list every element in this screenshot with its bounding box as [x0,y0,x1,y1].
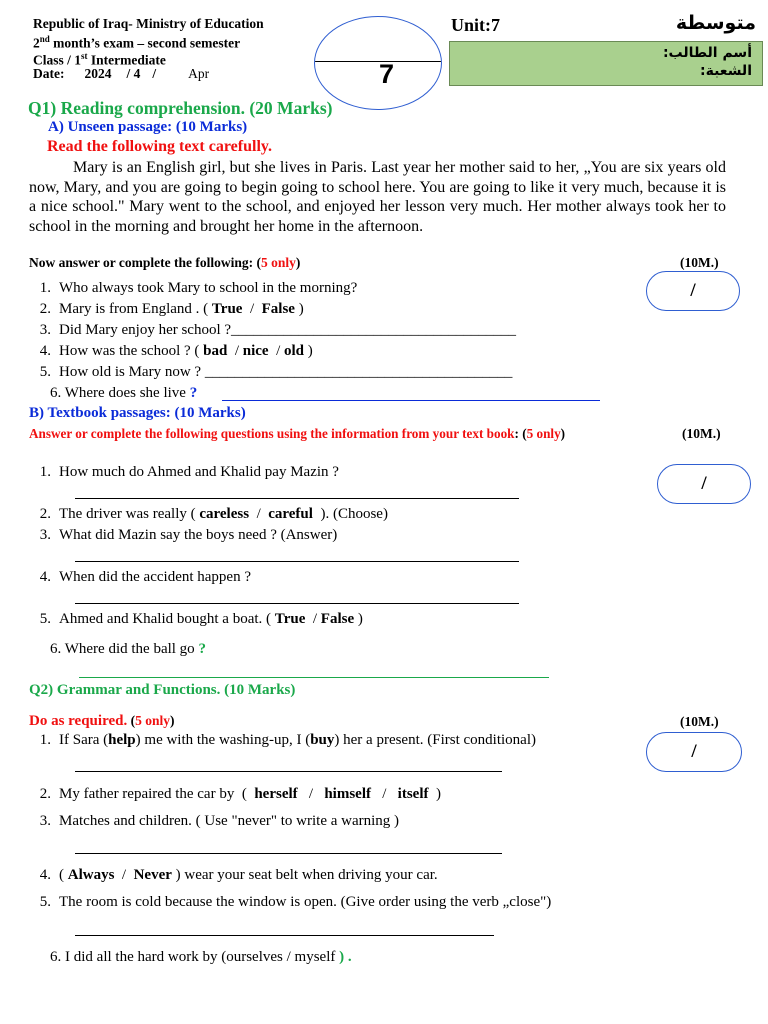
section-label: الشعبة: [699,63,752,79]
question-item: 1. If Sara (help) me with the washing-up, I (buy) her a present. (First conditional) [39,732,536,748]
reading-passage: Mary is an English girl, but she lives in Paris. Last year her mother said to her, „You are six years old now, Mary, and you are going to begin going to school here. You are going to like it very much, because it is a nice school." Mary went to the school, and enjoyed her lesson very much. Her mother always took her to school in the morning and brought her home in the afternoon. [29,159,726,235]
question-item: 1. How much do Ahmed and Khalid pay Mazin ? [39,464,339,480]
question-item: 5. The room is cold because the window is open. (Give order using the verb „close") [39,894,552,910]
marks-label: (10M.) [680,714,719,729]
part-b-title: B) Textbook passages: (10 Marks) [29,405,246,421]
student-name-label: أسم الطالب: [662,45,752,61]
do-as-required: Do as required. (5 only) [29,713,175,729]
part-a-title: A) Unseen passage: (10 Marks) [48,119,248,135]
question-item: 1. Who always took Mary to school in the morning? [39,280,358,296]
marks-label: (10M.) [682,426,721,441]
answer-line [75,603,519,604]
answer-line [222,400,600,401]
read-instruction: Read the following text carefully. [47,138,273,155]
q1-title: Q1) Reading comprehension. (20 Marks) [28,98,333,118]
question-item: 2. My father repaired the car by ( herself / himself / itself ) [39,786,441,802]
marks-label: (10M.) [680,255,719,270]
question-item: 4. How was the school ? ( bad / nice / old ) [39,343,313,359]
question-item: 6. I did all the hard work by (ourselves / myself ) . [50,949,352,965]
grade-circle [314,16,442,110]
answer-line [75,853,502,854]
grade-arabic: متوسطة [675,12,756,34]
class-line: Class / 1st Intermediate [33,51,166,68]
answer-line [75,935,494,936]
unit-label: Unit:7 [451,15,500,35]
question-item: 6. Where did the ball go ? [50,641,206,657]
question-item: 3. Did Mary enjoy her school ?______________________________________ [39,322,517,338]
question-item: 5. Ahmed and Khalid bought a boat. ( True / False ) [39,611,363,627]
answer-instruction: Now answer or complete the following: (5 only) [29,255,301,270]
answer-line [79,677,549,678]
student-info-box [449,41,763,86]
circle-number: 7 [378,59,395,89]
question-item: 5. How old is Mary now ? _________________________________________ [39,364,513,380]
score-box: / [657,464,751,504]
question-item: 6. Where does she live ? [50,385,198,401]
question-item: 2. Mary is from England . ( True / False ) [39,301,304,317]
question-item: 3. What did Mazin say the boys need ? (Answer) [39,527,338,543]
date-line: Date: 2024 / 4 / Apr [33,66,210,81]
answer-line [75,561,519,562]
answer-line [75,771,502,772]
textbook-instruction: Answer or complete the following questions using the information from your text book: (5 only) [29,426,566,441]
ministry-line: Republic of Iraq- Ministry of Education [33,16,264,31]
question-item: 3. Matches and children. ( Use "never" to write a warning ) [39,813,400,829]
question-item: 4. ( Always / Never ) wear your seat belt when driving your car. [39,867,438,883]
question-item: 4. When did the accident happen ? [39,569,251,585]
answer-line [75,498,519,499]
score-box: / [646,271,740,311]
exam-line: 2nd month’s exam – second semester [33,34,241,51]
question-item: 2. The driver was really ( careless / careful ). (Choose) [39,506,388,522]
score-box: / [646,732,742,772]
q2-title: Q2) Grammar and Functions. (10 Marks) [29,682,296,698]
